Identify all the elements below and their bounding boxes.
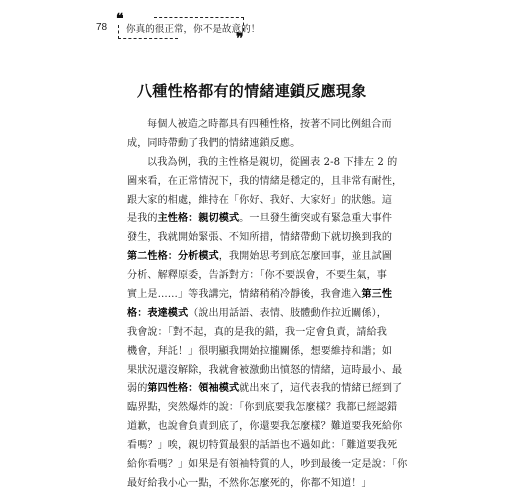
frame-edge [118, 38, 178, 39]
paragraph-line [127, 229, 393, 248]
text-segment: 發生，我就開始緊張、不知所措，情緒帶動下就切換到我的 [127, 232, 393, 244]
paragraph-line [127, 475, 389, 494]
text-segment: 每個人被造之時都具有四種性格，按著不同比例組合而 [147, 119, 392, 130]
text-segment: 。一旦發生衝突或有緊急重大事件 [239, 213, 393, 225]
book-title: 你真的很正常，你不是故意的！ [126, 24, 261, 35]
text-segment: ，我開始思考到底怎麼回事，並且試圖 [218, 251, 393, 263]
text-segment: 果狀況還沒解除，我就會被激動出憤怒的情緒，這時最小、最 [127, 364, 403, 376]
section-title: 八種性格都有的情緒連鎖反應現象 [137, 82, 367, 100]
text-segment: 成，同時帶動了我們的情緒連鎖反應。 [127, 137, 301, 149]
paragraph-line [127, 324, 389, 343]
text-segment: 就出來了，這代表我的情緒已經到了 [239, 383, 403, 395]
paragraph-line [127, 210, 393, 229]
paragraph-line [127, 437, 398, 456]
text-segment: 臨界點，突然爆炸的說：「你到底要我怎麼樣？我都已經認錯 [127, 402, 398, 414]
text-segment: 跟大家的相處，維持在「你好、我好、大家好」的狀態。這 [127, 194, 393, 206]
paragraph-line [127, 305, 389, 324]
body-text [127, 116, 408, 494]
paragraph-line [127, 267, 389, 286]
paragraph-line [127, 135, 389, 154]
frame-edge [154, 17, 244, 18]
paragraph-line [127, 418, 403, 437]
paragraph-line [127, 399, 398, 418]
text-segment: 看嗎？」唉，親切特質最狠的話語也不過如此：「難道要我死 [127, 440, 398, 452]
paragraph-line [127, 380, 403, 399]
text-segment: 是我的 [127, 213, 158, 225]
page-number: 78 [96, 22, 108, 33]
close-quote-icon: ❞ [236, 31, 244, 47]
text-segment: 給你看嗎？」如果是有領袖特質的人，吵到最後一定是說：「你 [127, 459, 408, 471]
open-quote-icon: ❝ [116, 11, 124, 27]
paragraph-line [127, 286, 393, 305]
frame-edge [118, 25, 119, 39]
text-segment: （說出用話語、表情、肢體動作拉近關係）， [188, 307, 387, 319]
paragraph-line [127, 154, 398, 173]
text-segment: 我會說：「對不起，真的是我的錯，我一定會負責，請給我 [127, 326, 387, 338]
text-segment: 最好給我小心一點，不然你怎麼死的，你都不知道！」 [127, 477, 372, 489]
text-segment: 圖來看，在正常情況下，我的情緒是穩定的，且非常有耐性， [127, 175, 403, 187]
paragraph-line [127, 456, 408, 475]
paragraph-line [127, 173, 403, 192]
paragraph-line [127, 192, 393, 211]
paragraph-line [127, 248, 393, 267]
text-segment: 弱的 [127, 383, 148, 395]
paragraph-line [127, 116, 392, 135]
text-segment: 道歉，也說會負責到底了，你還要我怎麼樣？難道要我死給你 [127, 421, 403, 433]
paragraph-line [127, 362, 403, 381]
text-segment: 分析、解釋原委，告訴對方：「你不要誤會，不要生氣，事 [127, 270, 387, 282]
text-segment: 機會，拜託！」很明顯我開始拉攏關係，想要維持和諧；如 [127, 345, 393, 357]
bold-term: 主性格：親切模式 [157, 213, 240, 225]
text-segment: 實上是……」等我講完，情緒稍稍冷靜後，我會進入 [127, 289, 362, 301]
bold-term: 第三性 [361, 289, 393, 301]
bold-term: 格：表達模式 [127, 307, 189, 319]
paragraph-line [127, 343, 393, 362]
text-segment: 以我為例，我的主性格是親切，從圖表 2-8 下排左 2 的 [147, 156, 398, 168]
bold-term: 第四性格：領袖模式 [147, 383, 240, 395]
bold-term: 第二性格：分析模式 [127, 251, 219, 263]
